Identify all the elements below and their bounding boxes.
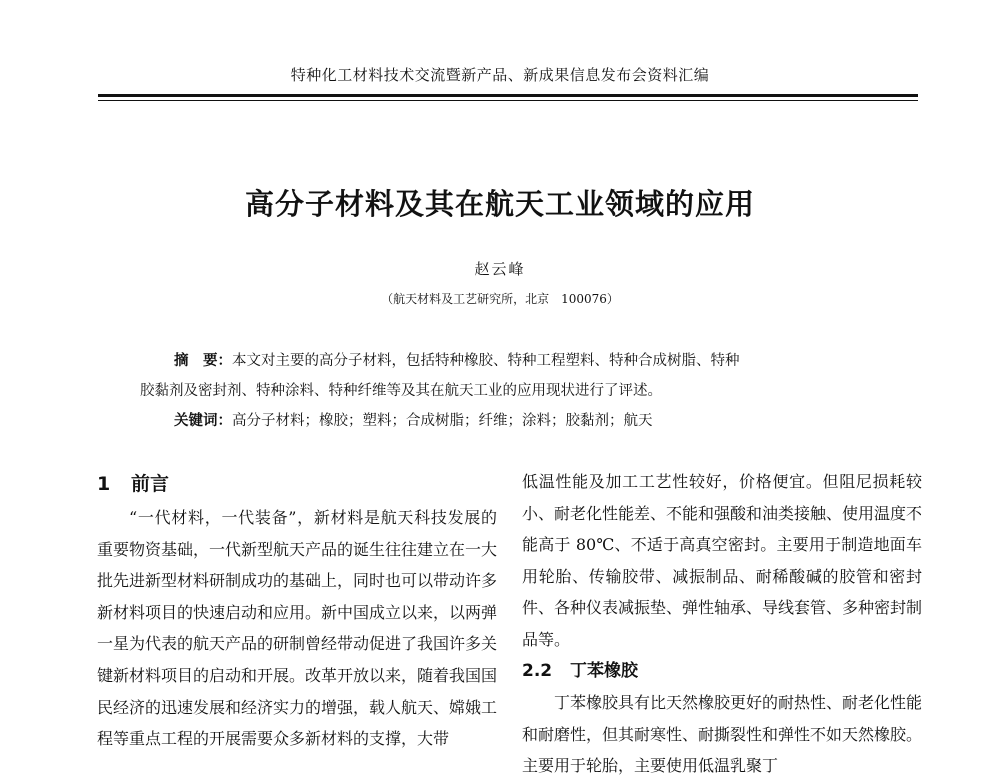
author-affiliation: （航天材料及工艺研究所，北京 100076） (381, 292, 619, 306)
paper-title: 高分子材料及其在航天工业领域的应用 (244, 187, 755, 221)
body-paragraph-1: 低温性能及加工工艺性较好，价格便宜。但阻尼损耗较小、耐老化性能差、不能和强酸和油类接触、使用温度不能高于 80℃、不适于高真空密封。主要用于制造地面车用轮胎、传输胶带、减振制品、耐稀酸碱的胶管和密封件、各种仪表减振垫、弹性轴承、导线套管、多种密封制品等。 (522, 472, 923, 649)
header-rule-thin (98, 100, 918, 101)
section-title: 前言 (131, 473, 170, 495)
abstract-label: 摘 要： (174, 353, 232, 369)
abstract-block (140, 346, 900, 436)
subsection-heading (522, 656, 922, 688)
abstract-line-2 (140, 376, 900, 406)
author-name: 赵云峰 (474, 260, 526, 278)
running-head: 特种化工材料技术交流暨新产品、新成果信息发布会资料汇编 (290, 66, 710, 84)
abstract-text-1: 本文对主要的高分子材料，包括特种橡胶、特种工程塑料、特种合成树脂、特种 (232, 353, 740, 369)
header-rule-thick (98, 94, 918, 97)
subsection-title: 丁苯橡胶 (570, 660, 638, 681)
abstract-text-2: 胶黏剂及密封剂、特种涂料、特种纤维等及其在航天工业的应用现状进行了评述。 (140, 383, 662, 399)
intro-paragraph: “一代材料，一代装备”，新材料是航天科技发展的重要物资基础，一代新型航天产品的诞生往往建立在一大批先进新型材料研制成功的基础上，同时也可以带动许多新材料项目的快速启动和应用。新中国成立以来，以两弹一星为代表的航天产品的研制曾经带动促进了我国许多关键新材料项目的启动和开展。改革开放以来，随着我国国民经济的迅速发展和经济实力的增强，载人航天、嫦娥工程等重点工程的开展需要众多新材料的支撑，大带 (97, 508, 498, 749)
subsection-number: 2.2 (522, 660, 553, 681)
keywords-label: 关键词： (174, 413, 232, 429)
section-heading (97, 466, 497, 502)
keywords-text: 高分子材料；橡胶；塑料；合成树脂；纤维；涂料；胶黏剂；航天 (232, 413, 653, 429)
abstract-line-1 (140, 346, 900, 376)
keywords-line (140, 406, 900, 436)
right-column (522, 466, 922, 782)
body-paragraph-2: 丁苯橡胶具有比天然橡胶更好的耐热性、耐老化性能和耐磨性，但其耐寒性、耐撕裂性和弹性不如天然橡胶。主要用于轮胎，主要使用低温乳聚丁 (522, 693, 923, 776)
section-number: 1 (97, 473, 111, 495)
left-column (97, 466, 497, 755)
